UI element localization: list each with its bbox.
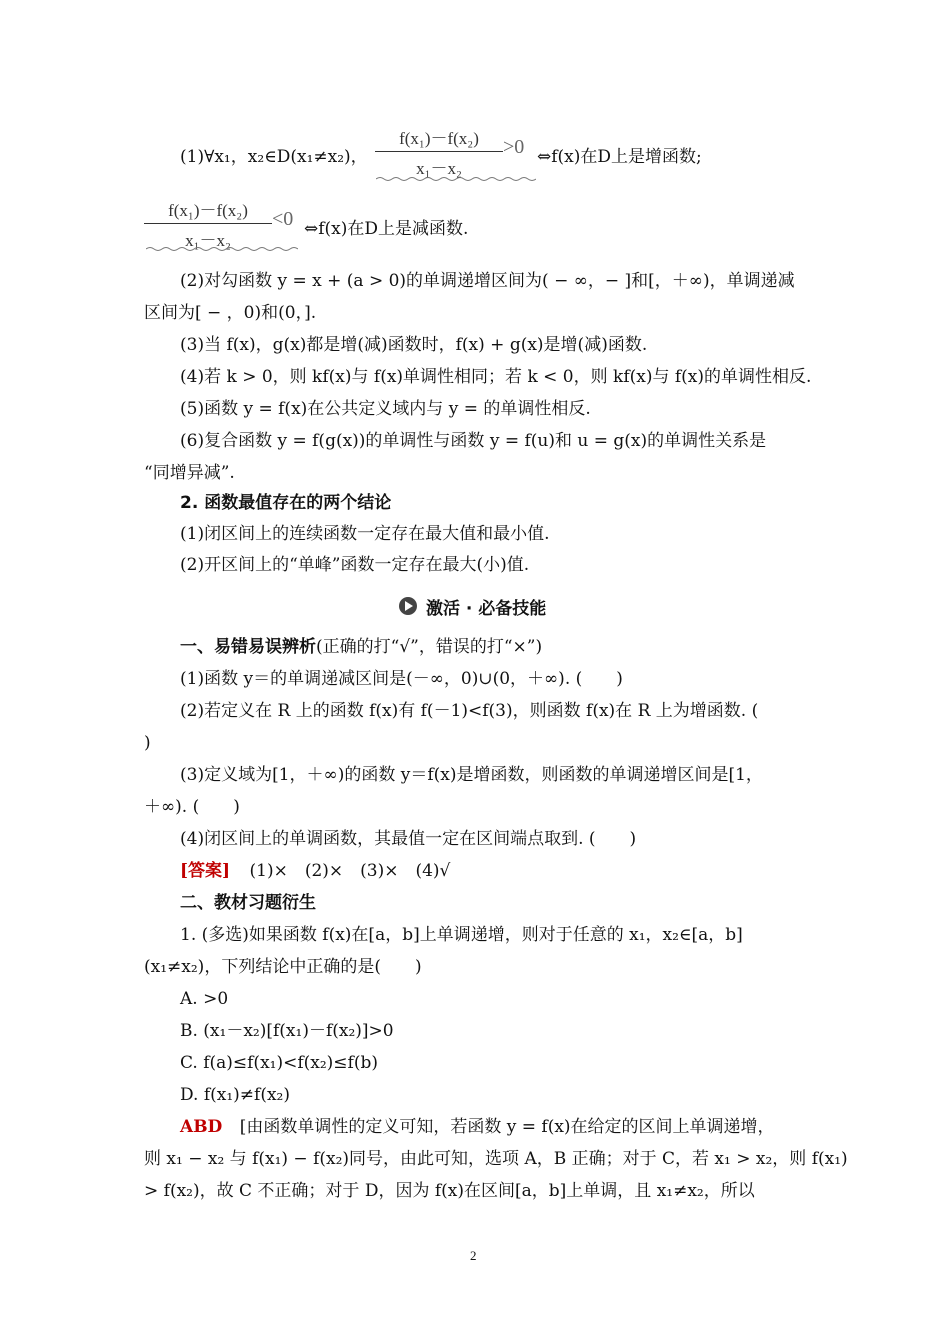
text-line-17: (3)定义域为[1，＋∞)的函数 y＝f(x)是增函数，则函数的单调递增区间是[1， (180, 765, 763, 785)
solution-line-1 (180, 1116, 775, 1138)
answer-label: [答案] (180, 861, 231, 881)
less-than-zero: <0 (272, 208, 294, 230)
wavy-underline (376, 176, 536, 182)
greater-than-zero: >0 (503, 136, 525, 158)
option-d: D. f(x₁)≠f(x₂) (180, 1085, 290, 1105)
answer-values: (1)× (2)× (3)× (4)√ (249, 861, 451, 881)
text-line-5: (3)当 f(x)，g(x)都是增(减)函数时，f(x) + g(x)是增(减)函数. (180, 335, 648, 355)
solution-line-3: > f(x₂)，故 C 不正确；对于 D，因为 f(x)在区间[a，b]上单调，且 x₁≠x₂，所以 (144, 1181, 755, 1201)
text-line-9: “同增异减”. (144, 463, 235, 483)
fraction-denominator: x₁－x₂ (185, 231, 231, 250)
wavy-underline (146, 246, 298, 252)
text-line-4: 区间为[ − ，0)和(0，]. (144, 303, 317, 323)
section-title: 激活 · 必备技能 (426, 599, 547, 619)
solution-label: ABD (180, 1117, 223, 1137)
text-line-3: (2)对勾函数 y = x + (a > 0)的单调递增区间为( − ∞，− ]和[，＋∞)，单调递减 (180, 271, 795, 291)
text-line-12: (2)开区间上的“单峰”函数一定存在最大(小)值. (180, 555, 530, 575)
text-line-6: (4)若 k > 0，则 kf(x)与 f(x)单调性相同；若 k < 0，则 kf(x)与 f(x)的单调性相反. (180, 367, 812, 387)
fraction-numerator: f(x₁)－f(x₂) (168, 201, 248, 220)
text-line-16: ) (144, 733, 151, 753)
text-line-19: (4)闭区间上的单调函数，其最值一定在区间端点取到. ( ) (180, 829, 637, 849)
text-line-8: (6)复合函数 y = f(g(x))的单调性与函数 y = f(u)和 u = g(x)的单调性关系是 (180, 431, 767, 451)
heading-conclusions: 2. 函数最值存在的两个结论 (180, 493, 392, 513)
text-line-7: (5)函数 y = f(x)在公共定义域内与 y = 的单调性相反. (180, 399, 591, 419)
text-line-11: (1)闭区间上的连续函数一定存在最大值和最小值. (180, 524, 550, 544)
heading-error-analysis-note: (正确的打“√”，错误的打“×”) (316, 637, 543, 657)
text-line-1: (1)∀x₁，x₂∈D(x₁≠x₂)， (180, 147, 368, 167)
option-c: C. f(a)≤f(x₁)<f(x₂)≤f(b) (180, 1053, 378, 1073)
solution-text-1: [由函数单调性的定义可知，若函数 y = f(x)在给定的区间上单调递增， (239, 1117, 775, 1137)
solution-line-2: 则 x₁ − x₂ 与 f(x₁) − f(x₂)同号，由此可知，选项 A，B 正确；对于 C，若 x₁ > x₂，则 f(x₁) (144, 1149, 848, 1169)
heading-textbook-exercises: 二、教材习题衍生 (180, 893, 316, 913)
fraction-denominator: x₁－x₂ (416, 159, 462, 178)
play-circle-icon (398, 596, 418, 616)
question-line-1: 1. (多选)如果函数 f(x)在[a，b]上单调递增，则对于任意的 x₁，x₂∈[a，b] (180, 925, 743, 945)
text-line-18: ＋∞). ( ) (144, 797, 240, 817)
question-line-2: (x₁≠x₂)，下列结论中正确的是( ) (144, 957, 422, 977)
text-line-2: ⇔f(x)在D上是减函数. (304, 219, 469, 239)
heading-error-analysis: 一、易错易误辨析 (180, 637, 316, 657)
option-b: B. (x₁－x₂)[f(x₁)－f(x₂)]>0 (180, 1021, 394, 1041)
fraction-increasing (375, 124, 503, 179)
fraction-decreasing (144, 196, 272, 251)
answer-line (180, 860, 450, 882)
text-line-13 (180, 636, 542, 658)
text-line-14: (1)函数 y＝的单调递减区间是(－∞，0)∪(0，＋∞). ( ) (180, 669, 623, 689)
fraction-numerator: f(x₁)－f(x₂) (399, 129, 479, 148)
option-a: A. >0 (180, 989, 229, 1009)
page-number: 2 (470, 1248, 477, 1263)
text-line-1b: ⇔f(x)在D上是增函数; (537, 147, 702, 167)
text-line-15: (2)若定义在 R 上的函数 f(x)有 f(－1)<f(3)，则函数 f(x)在 R 上为增函数. ( (180, 701, 759, 721)
